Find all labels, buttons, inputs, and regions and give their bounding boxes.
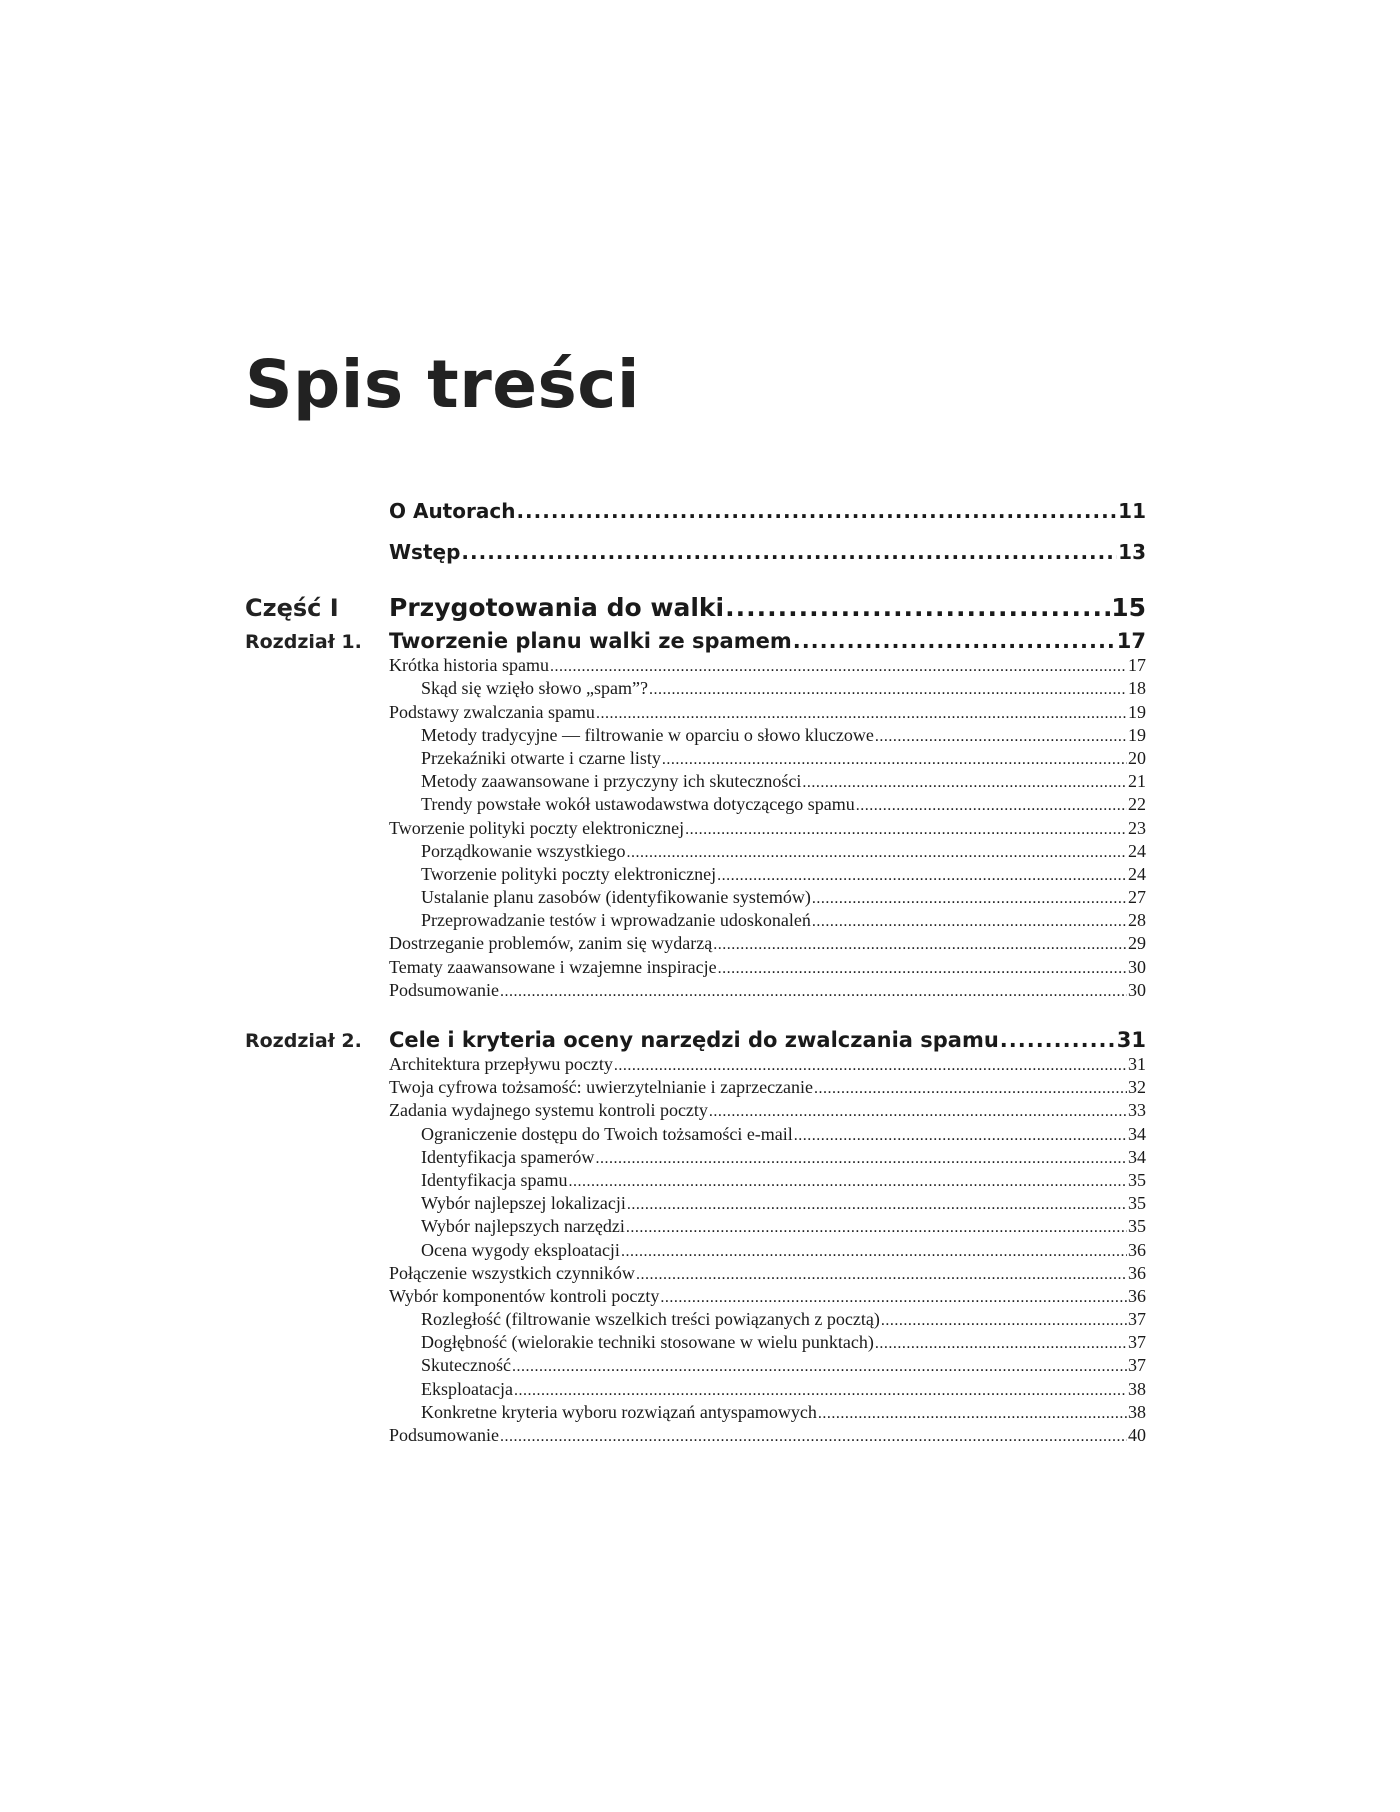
dot-leader — [595, 1150, 1127, 1168]
toc-subsection-entry[interactable] — [0, 1332, 1400, 1355]
toc-entry-title: Eksploatacja — [421, 1378, 513, 1399]
toc-entry-page: 32 — [1128, 1077, 1146, 1098]
toc-subsection-entry[interactable] — [0, 1193, 1400, 1216]
chapter-page: 17 — [1116, 629, 1146, 653]
toc-entry-page: 30 — [1128, 956, 1146, 977]
toc-section-entry[interactable] — [0, 980, 1400, 1003]
toc-entry-title: Połączenie wszystkich czynników — [389, 1262, 635, 1283]
toc-subsection-entry[interactable] — [0, 725, 1400, 748]
dot-leader — [500, 983, 1127, 1001]
dot-leader — [875, 1335, 1127, 1353]
toc-subsection-entry[interactable] — [0, 678, 1400, 701]
toc-entry-page: 27 — [1128, 887, 1146, 908]
dot-leader — [550, 658, 1127, 676]
toc-entry-page: 34 — [1128, 1123, 1146, 1144]
toc-subsection-entry[interactable] — [0, 1216, 1400, 1239]
dot-leader — [685, 821, 1127, 839]
toc-subsection-entry[interactable] — [0, 1355, 1400, 1378]
toc-entry-page: 29 — [1128, 933, 1146, 954]
dot-leader — [814, 1080, 1127, 1098]
toc-entry-title: Rozległość (filtrowanie wszelkich treści powiązanych z pocztą) — [421, 1309, 880, 1330]
table-of-contents — [0, 484, 1400, 1448]
toc-entry-page: 36 — [1128, 1239, 1146, 1260]
toc-part-1[interactable] — [0, 576, 1400, 624]
toc-entry-page: 17 — [1128, 655, 1146, 676]
part-title: Przygotowania do walki — [389, 593, 725, 622]
toc-entry-title: Przeprowadzanie testów i wprowadzanie udoskonaleń — [421, 910, 811, 931]
toc-entry-title: Wybór najlepszych narzędzi — [421, 1216, 625, 1237]
toc-section-entry[interactable] — [0, 1425, 1400, 1448]
chapter-title: Cele i kryteria oceny narzędzi do zwalczania spamu — [389, 1027, 999, 1052]
dot-leader — [794, 1127, 1127, 1145]
toc-entry-title: Trendy powstałe wokół ustawodawstwa dotyczącego spamu — [421, 794, 855, 815]
toc-entry-title: Dostrzeganie problemów, zanim się wydarzą — [389, 933, 713, 954]
toc-entry-title: Dogłębność (wielorakie techniki stosowane w wielu punktach) — [421, 1332, 874, 1353]
toc-entry-title: Zadania wydajnego systemu kontroli poczty — [389, 1100, 708, 1121]
toc-entry-page: 18 — [1128, 678, 1146, 699]
chapter-title: Tworzenie planu walki ze spamem — [389, 629, 792, 653]
toc-entry-page: 38 — [1128, 1378, 1146, 1399]
front-matter — [0, 484, 1400, 566]
toc-subsection-entry[interactable] — [0, 1402, 1400, 1425]
toc-chapter-1[interactable] — [0, 624, 1400, 655]
toc-subsection-entry[interactable] — [0, 887, 1400, 910]
toc-entry-page: 35 — [1128, 1193, 1146, 1214]
toc-entry-title: Przekaźniki otwarte i czarne listy — [421, 747, 661, 768]
toc-entry-title: Metody tradycyjne — filtrowanie w oparciu o słowo kluczowe — [421, 724, 874, 745]
dot-leader — [812, 913, 1127, 931]
toc-entry-title: Metody zaawansowane i przyczyny ich skuteczności — [421, 771, 802, 792]
toc-entry-title: Tematy zaawansowane i wzajemne inspiracje — [389, 956, 717, 977]
dot-leader — [514, 1382, 1127, 1400]
toc-entry-title: O Autorach — [389, 499, 516, 523]
toc-subsection-entry[interactable] — [0, 1123, 1400, 1146]
toc-entry-title: Skuteczność — [421, 1355, 511, 1376]
toc-entry-title: Tworzenie polityki poczty elektronicznej — [421, 863, 717, 884]
toc-entry-page: 19 — [1128, 701, 1146, 722]
toc-entry-page: 37 — [1128, 1332, 1146, 1353]
toc-subsection-entry[interactable] — [0, 1170, 1400, 1193]
dot-leader — [626, 844, 1127, 862]
toc-section-entry[interactable] — [0, 1263, 1400, 1286]
dot-leader — [636, 1266, 1127, 1284]
toc-entry-page: 34 — [1128, 1146, 1146, 1167]
dot-leader — [596, 705, 1127, 723]
dot-leader — [621, 1243, 1127, 1261]
toc-section-entry[interactable] — [0, 1054, 1400, 1077]
chapter-label: Rozdział 2. — [245, 1029, 362, 1052]
toc-entry-title: Podsumowanie — [389, 1425, 499, 1445]
toc-entry-title: Architektura przepływu poczty — [389, 1054, 613, 1074]
toc-entry-title: Wstęp — [389, 540, 461, 564]
toc-entry-title: Twoja cyfrowa tożsamość: uwierzytelnianie i zaprzeczanie — [389, 1077, 814, 1098]
dot-leader — [875, 728, 1127, 746]
toc-section-entry[interactable] — [0, 1077, 1400, 1100]
toc-entry-page: 30 — [1128, 979, 1146, 1000]
toc-subsection-entry[interactable] — [0, 748, 1400, 771]
toc-entry-title: Krótka historia spamu — [389, 655, 549, 676]
dot-leader — [856, 797, 1127, 815]
dot-leader — [812, 890, 1127, 908]
dot-leader — [660, 1289, 1127, 1307]
toc-entry-title: Tworzenie polityki poczty elektronicznej — [389, 817, 685, 838]
dot-leader — [802, 774, 1127, 792]
toc-entry-o-autorach[interactable] — [0, 484, 1400, 525]
dot-leader — [500, 1428, 1127, 1446]
toc-entry-page: 40 — [1128, 1425, 1146, 1445]
part-page: 15 — [1111, 593, 1146, 622]
toc-entry-page: 35 — [1128, 1169, 1146, 1190]
toc-subsection-entry[interactable] — [0, 1239, 1400, 1262]
toc-entry-page: 23 — [1128, 817, 1146, 838]
dot-leader — [649, 681, 1127, 699]
toc-entry-wstep[interactable] — [0, 525, 1400, 566]
toc-subsection-entry[interactable] — [0, 841, 1400, 864]
toc-entry-page: 35 — [1128, 1216, 1146, 1237]
toc-entry-page: 33 — [1128, 1100, 1146, 1121]
toc-chapter-2[interactable] — [0, 1023, 1400, 1054]
toc-entry-title: Identyfikacja spamerów — [421, 1146, 595, 1167]
toc-entry-title: Wybór najlepszej lokalizacji — [421, 1193, 626, 1214]
toc-section-entry[interactable] — [0, 655, 1400, 678]
toc-section-entry[interactable] — [0, 701, 1400, 724]
toc-entry-page: 11 — [1118, 499, 1146, 523]
chapter-label: Rozdział 1. — [245, 631, 362, 653]
toc-entry-page: 37 — [1128, 1309, 1146, 1330]
toc-subsection-entry[interactable] — [0, 771, 1400, 794]
toc-entry-page: 24 — [1128, 840, 1146, 861]
toc-entry-page: 36 — [1128, 1262, 1146, 1283]
toc-subsection-entry[interactable] — [0, 794, 1400, 817]
toc-subsection-entry[interactable] — [0, 1309, 1400, 1332]
dot-leader — [568, 1173, 1127, 1191]
dot-leader — [718, 960, 1127, 978]
dot-leader — [1000, 1028, 1116, 1052]
chapters — [0, 624, 1400, 1448]
dot-leader — [818, 1405, 1127, 1423]
toc-subsection-entry[interactable] — [0, 864, 1400, 887]
dot-leader — [662, 751, 1127, 769]
toc-entry-title: Ustalanie planu zasobów (identyfikowanie systemów) — [421, 887, 811, 908]
toc-entry-page: 20 — [1128, 747, 1146, 768]
dot-leader — [516, 499, 1117, 523]
toc-subsection-entry[interactable] — [0, 1147, 1400, 1170]
toc-section-entry[interactable] — [0, 933, 1400, 956]
dot-leader — [713, 936, 1127, 954]
toc-entry-page: 13 — [1118, 540, 1146, 564]
toc-entry-page: 19 — [1128, 724, 1146, 745]
dot-leader — [461, 540, 1117, 564]
toc-entry-page: 36 — [1128, 1285, 1146, 1306]
toc-section-entry[interactable] — [0, 817, 1400, 840]
toc-entry-title: Ocena wygody eksploatacji — [421, 1239, 620, 1260]
toc-entry-page: 31 — [1128, 1054, 1146, 1074]
toc-entry-title: Ograniczenie dostępu do Twoich tożsamości e-mail — [421, 1123, 793, 1144]
toc-entry-page: 38 — [1128, 1401, 1146, 1422]
toc-subsection-entry[interactable] — [0, 1378, 1400, 1401]
toc-entry-page: 21 — [1128, 771, 1146, 792]
toc-entry-page: 37 — [1128, 1355, 1146, 1376]
toc-section-entry[interactable] — [0, 1286, 1400, 1309]
toc-entry-title: Wybór komponentów kontroli poczty — [389, 1285, 660, 1306]
dot-leader — [717, 867, 1127, 885]
toc-section-entry[interactable] — [0, 1100, 1400, 1123]
dot-leader — [614, 1057, 1127, 1075]
page-title: Spis treści — [245, 346, 641, 423]
toc-entry-title: Podstawy zwalczania spamu — [389, 701, 595, 722]
toc-entry-page: 22 — [1128, 794, 1146, 815]
toc-entry-page: 24 — [1128, 863, 1146, 884]
toc-entry-title: Porządkowanie wszystkiego — [421, 840, 626, 861]
toc-subsection-entry[interactable] — [0, 910, 1400, 933]
toc-entry-title: Konkretne kryteria wyboru rozwiązań antyspamowych — [421, 1401, 817, 1422]
dot-leader — [793, 629, 1116, 653]
toc-section-entry[interactable] — [0, 956, 1400, 979]
dot-leader — [725, 593, 1110, 622]
toc-entry-title: Skąd się wzięło słowo „spam”? — [421, 678, 648, 699]
dot-leader — [626, 1219, 1127, 1237]
dot-leader — [512, 1358, 1127, 1376]
toc-entry-page: 28 — [1128, 910, 1146, 931]
part-label: Część I — [245, 594, 339, 622]
dot-leader — [709, 1103, 1127, 1121]
dot-leader — [881, 1312, 1127, 1330]
dot-leader — [627, 1196, 1127, 1214]
chapter-page: 31 — [1116, 1027, 1146, 1052]
toc-entry-title: Podsumowanie — [389, 979, 499, 1000]
toc-entry-title: Identyfikacja spamu — [421, 1169, 568, 1190]
